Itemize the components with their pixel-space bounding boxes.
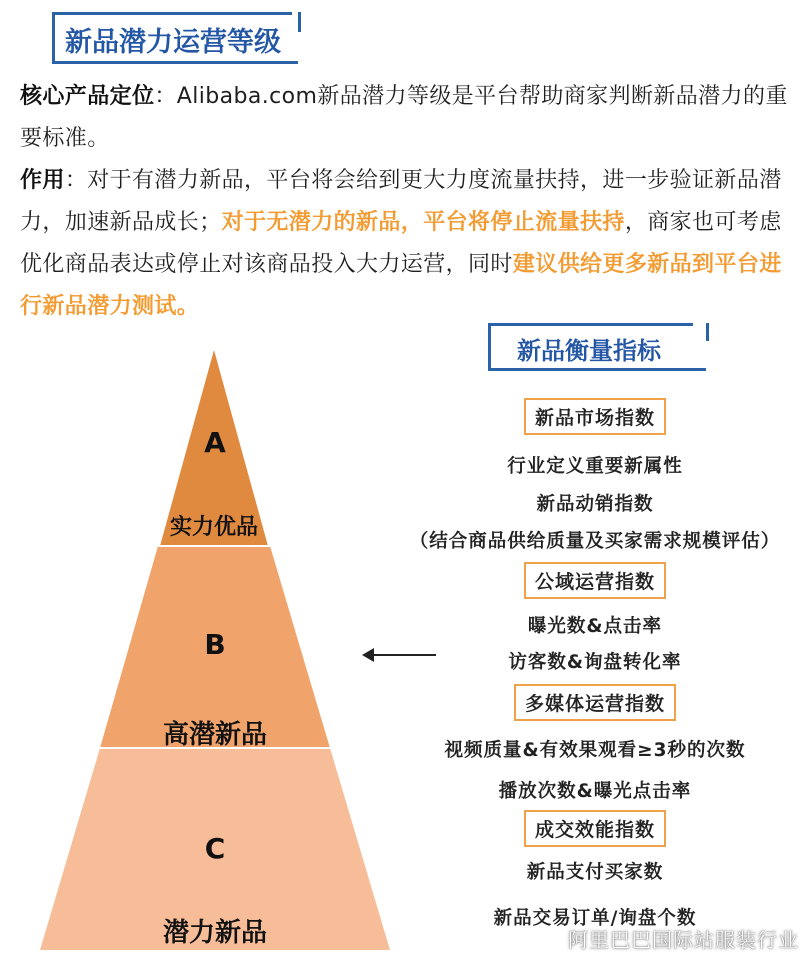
effect-text-2: ，商家也可考虑优化商品表达或停止对该商品投入大力运营，同时	[20, 210, 782, 277]
metric-group-head: 新品市场指数	[524, 398, 666, 435]
page-title: 新品潜力运营等级	[65, 27, 281, 58]
metrics-title: 新品衡量指标	[517, 337, 661, 365]
grade-c-letter: C	[204, 832, 226, 865]
metric-group-head: 成交效能指数	[524, 810, 666, 847]
positioning-label: 核心产品定位	[20, 84, 155, 109]
metric-item: 播放次数&曝光点击率	[498, 781, 692, 802]
positioning-text: ：Alibaba.com新品潜力等级是平台帮助商家判断新品潜力的重要标准。	[20, 84, 788, 151]
grade-b-letter: B	[204, 628, 226, 661]
effect-text-1: ：对于有潜力新品，平台将会给到更大力度流量扶持，进一步验证新品潜力，加速新品成长；	[20, 168, 782, 235]
grade-a-letter: A	[204, 426, 226, 459]
metric-item: 新品交易订单/询盘个数	[493, 908, 697, 929]
effect-label: 作用	[20, 168, 65, 193]
arrow-left-icon	[362, 648, 374, 662]
metric-item: 行业定义重要新属性	[507, 456, 683, 477]
watermark: 阿里巴巴国际站服装行业	[568, 928, 799, 952]
metric-item: 访客数&询盘转化率	[508, 652, 682, 673]
metric-item: 新品支付买家数	[526, 862, 664, 883]
effect-highlight-1: 对于无潜力的新品，平台将停止流量扶持	[221, 210, 625, 235]
grade-a-name: 实力优品	[169, 515, 258, 540]
grade-b-name: 高潜新品	[162, 720, 267, 750]
metrics-title-frame	[488, 325, 706, 371]
metric-group-head: 公域运营指数	[524, 562, 666, 599]
grade-c-name: 潜力新品	[162, 918, 267, 948]
metric-item: 视频质量&有效果观看≥3秒的次数	[444, 740, 746, 761]
metric-group-head: 多媒体运营指数	[514, 684, 676, 721]
metric-item: 曝光数&点击率	[527, 616, 663, 637]
metric-item: 新品动销指数	[536, 494, 654, 515]
metric-item: （结合商品供给质量及买家需求规模评估）	[409, 531, 781, 552]
effect-highlight-2: 建议供给更多新品到平台进行新品潜力测试。	[20, 252, 782, 319]
